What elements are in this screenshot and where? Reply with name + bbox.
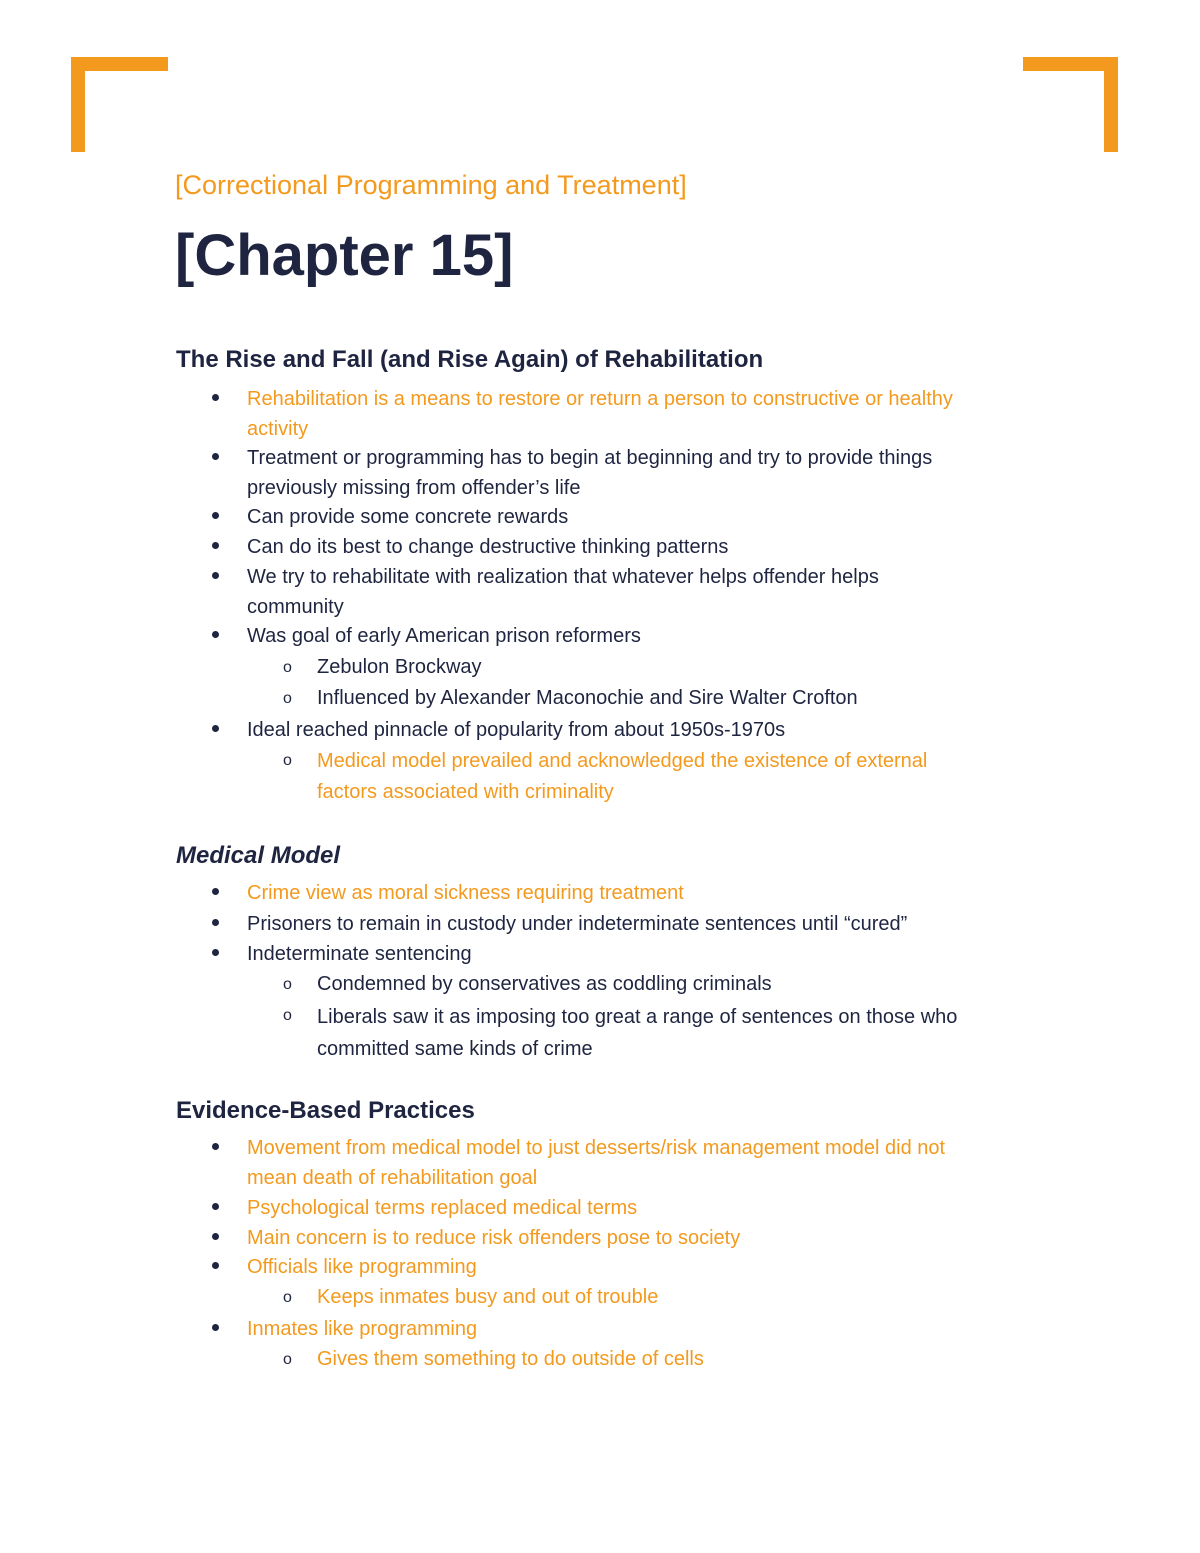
list-item-line: community xyxy=(247,595,344,618)
sub-bullet-icon: o xyxy=(283,1007,292,1024)
corner-bracket-top-left xyxy=(71,57,168,71)
sub-bullet-icon: o xyxy=(283,690,292,707)
corner-bracket-top-left-vertical xyxy=(71,57,85,152)
list-item xyxy=(247,879,684,909)
list-item-line: Main concern is to reduce risk offenders pose to society xyxy=(247,1227,741,1249)
list-item xyxy=(247,1224,740,1254)
document-subtitle: [Correctional Programming and Treatment] xyxy=(175,170,687,200)
bullet-icon xyxy=(212,542,219,549)
list-item-line: Officials like programming xyxy=(247,1256,477,1278)
bullet-icon xyxy=(212,453,219,460)
list-item-line: Zebulon Brockway xyxy=(317,656,482,678)
list-item xyxy=(247,563,879,622)
list-item xyxy=(247,1194,637,1224)
section-heading-evidence-based: Evidence-Based Practices xyxy=(176,1097,475,1124)
list-item-line: Medical model prevailed and acknowledged the existence of external xyxy=(317,750,928,772)
list-item xyxy=(247,533,728,563)
section-heading-rehabilitation: The Rise and Fall (and Rise Again) of Rehabilitation xyxy=(176,346,764,373)
list-item xyxy=(283,970,772,1000)
list-item-line: Gives them something to do outside of cells xyxy=(317,1348,704,1370)
bullet-icon xyxy=(212,1143,219,1150)
list-item-line: Movement from medical model to just desserts/risk management model did not xyxy=(247,1137,946,1159)
list-item xyxy=(247,622,641,652)
bullet-icon xyxy=(212,1262,219,1269)
bullet-icon xyxy=(212,1233,219,1240)
list-item-line: We try to rehabilitate with realization that whatever helps offender helps xyxy=(247,566,879,588)
list-item-line: Rehabilitation is a means to restore or return a person to constructive or healthy xyxy=(247,388,953,410)
sub-bullet-icon: o xyxy=(283,659,292,676)
list-item-line: committed same kinds of crime xyxy=(317,1038,593,1060)
sub-bullet-icon: o xyxy=(283,1289,292,1306)
bullet-icon xyxy=(212,725,219,732)
section-heading-medical-model: Medical Model xyxy=(176,842,341,869)
corner-bracket-top-right-vertical xyxy=(1104,57,1118,152)
bullet-icon xyxy=(212,949,219,956)
list-item-line: Inmates like programming xyxy=(247,1318,478,1340)
bullet-icon xyxy=(212,1324,219,1331)
list-item xyxy=(283,1345,704,1375)
list-item xyxy=(247,940,472,970)
list-item xyxy=(283,653,482,683)
list-item xyxy=(283,1001,958,1065)
list-item-line: Crime view as moral sickness requiring treatment xyxy=(247,882,684,904)
list-item-line: factors associated with criminality xyxy=(317,781,614,803)
list-item xyxy=(247,910,907,940)
list-item-line: Condemned by conservatives as coddling criminals xyxy=(317,973,772,995)
list-item-line: Liberals saw it as imposing too great a range of sentences on those who xyxy=(317,1006,958,1028)
list-item xyxy=(247,503,568,533)
list-item-line: activity xyxy=(247,417,309,440)
bullet-icon xyxy=(212,394,219,401)
bullet-icon xyxy=(212,1203,219,1210)
sub-bullet-icon: o xyxy=(283,752,292,769)
list-item-line: Treatment or programming has to begin at beginning and try to provide things xyxy=(247,447,933,469)
list-item xyxy=(247,1315,477,1345)
list-item-line: Can provide some concrete rewards xyxy=(247,506,569,528)
list-item xyxy=(283,1283,659,1313)
list-item-line: Influenced by Alexander Maconochie and Sire Walter Crofton xyxy=(317,687,858,709)
list-item xyxy=(283,746,928,808)
list-item xyxy=(247,1253,477,1283)
list-item-line: Indeterminate sentencing xyxy=(247,943,472,965)
bullet-icon xyxy=(212,919,219,926)
sub-bullet-icon: o xyxy=(283,1351,292,1368)
list-item-line: Psychological terms replaced medical terms xyxy=(247,1197,638,1219)
list-item-line: Keeps inmates busy and out of trouble xyxy=(317,1286,659,1308)
bullet-icon xyxy=(212,631,219,638)
list-item-line: previously missing from offender’s life xyxy=(247,476,581,499)
bullet-icon xyxy=(212,888,219,895)
page-title: [Chapter 15] xyxy=(175,223,514,288)
list-item xyxy=(283,684,858,714)
list-item xyxy=(247,1134,945,1193)
list-item xyxy=(247,716,785,746)
list-item-line: Was goal of early American prison reformers xyxy=(247,625,641,647)
list-item-line: Prisoners to remain in custody under indeterminate sentences until “cured” xyxy=(247,913,908,935)
list-item xyxy=(247,444,932,503)
list-item-line: Ideal reached pinnacle of popularity from about 1950s-1970s xyxy=(247,719,786,741)
list-item xyxy=(247,385,953,444)
sub-bullet-icon: o xyxy=(283,976,292,993)
list-item-line: mean death of rehabilitation goal xyxy=(247,1166,538,1189)
bullet-icon xyxy=(212,512,219,519)
bullet-icon xyxy=(212,572,219,579)
list-item-line: Can do its best to change destructive thinking patterns xyxy=(247,536,729,558)
